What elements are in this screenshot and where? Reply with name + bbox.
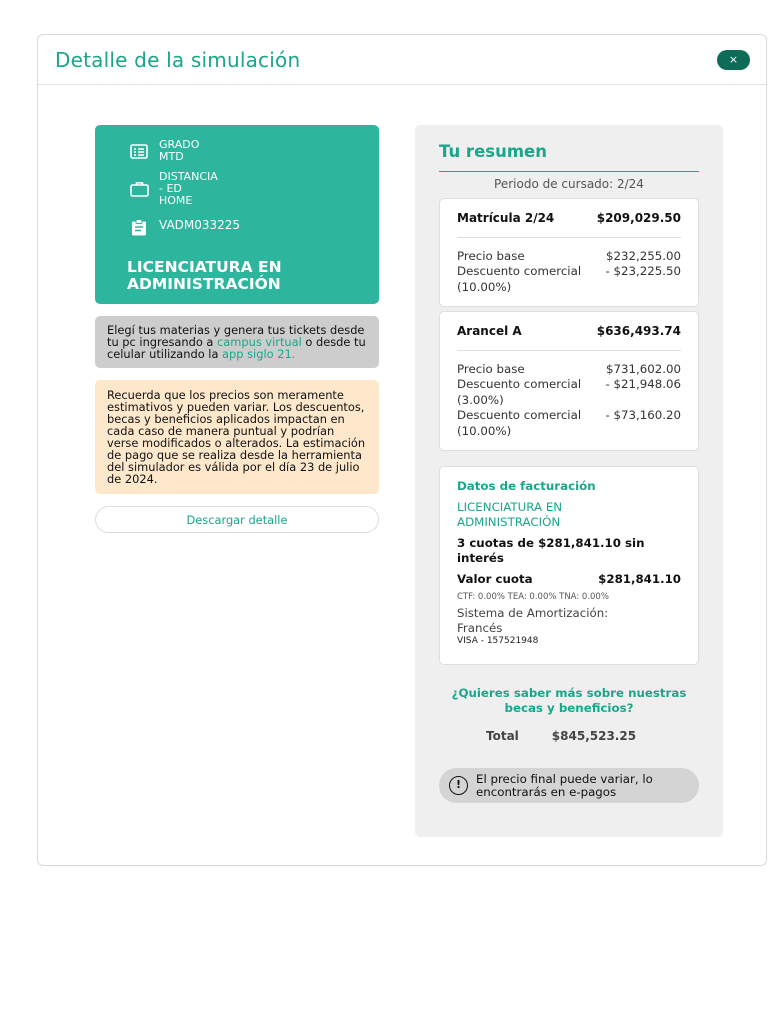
arancel-base-label: Precio base bbox=[457, 362, 525, 376]
matricula-amount: $209,029.50 bbox=[596, 211, 681, 225]
arancel-card bbox=[439, 311, 699, 451]
billing-fee-label: Valor cuota bbox=[457, 572, 533, 586]
matricula-card bbox=[439, 198, 699, 307]
price-disclaimer-text: Recuerda que los precios son meramente estimativos y pueden variar. Los descuentos, becas y beneficios aplicados impactan en cada caso de manera puntual y podrían verse modificados o alterados. La estimación de pago que se realiza desde la herramienta del simulador es válida por el día 23 de julio de 2024. bbox=[107, 388, 366, 486]
app-siglo21-link[interactable]: app siglo 21. bbox=[222, 347, 296, 361]
list-icon bbox=[129, 143, 149, 159]
modal-title: Detalle de la simulación bbox=[55, 48, 301, 72]
billing-title: Datos de facturación bbox=[457, 479, 596, 493]
download-detail-button[interactable]: Descargar detalle bbox=[95, 506, 379, 533]
campus-info-box bbox=[95, 316, 379, 368]
program-level: GRADO MTD bbox=[159, 138, 200, 163]
final-price-notice-text: El precio final puede variar, lo encontrarás en e-pagos bbox=[476, 772, 653, 799]
clipboard-icon bbox=[129, 219, 149, 235]
arancel-discount1-label: Descuento comercial (3.00%) bbox=[457, 377, 582, 407]
matricula-discount-label: Descuento comercial (10.00%) bbox=[457, 264, 582, 294]
final-price-notice bbox=[439, 768, 699, 803]
matricula-body bbox=[457, 238, 681, 295]
matricula-base-value: $232,255.00 bbox=[605, 249, 681, 263]
price-disclaimer-box bbox=[95, 380, 379, 494]
left-column bbox=[95, 125, 379, 533]
matricula-header bbox=[457, 199, 681, 238]
summary-divider bbox=[439, 171, 699, 172]
alert-circle-icon: ! bbox=[449, 776, 468, 795]
campus-virtual-link[interactable]: campus virtual bbox=[217, 335, 302, 349]
billing-card bbox=[439, 466, 699, 665]
arancel-discount2-row bbox=[457, 408, 681, 439]
total-value: $845,523.25 bbox=[551, 729, 637, 743]
billing-amortization-system: Sistema de Amortización: Francés bbox=[457, 606, 609, 635]
matricula-base-label: Precio base bbox=[457, 249, 525, 263]
arancel-discount2-label: Descuento comercial (10.00%) bbox=[457, 408, 582, 438]
billing-card-number: VISA - 157521948 bbox=[457, 636, 539, 646]
modal-header bbox=[38, 35, 766, 85]
program-code-row bbox=[129, 219, 240, 235]
program-title: LICENCIATURA EN ADMINISTRACIÓN bbox=[127, 258, 282, 293]
billing-fee-value: $281,841.10 bbox=[598, 572, 681, 586]
program-modality: DISTANCIA - ED HOME bbox=[159, 170, 218, 207]
arancel-discount1-row bbox=[457, 377, 681, 408]
billing-program: LICENCIATURA EN ADMINISTRACIÓN bbox=[457, 500, 563, 529]
summary-panel bbox=[415, 125, 723, 837]
total-row bbox=[486, 729, 636, 743]
close-button[interactable]: × bbox=[717, 50, 750, 70]
billing-installments: 3 cuotas de $281,841.10 sin interés bbox=[457, 536, 645, 565]
program-code: VADM033225 bbox=[159, 218, 241, 232]
campus-info-text-2: o desde tu celular utilizando la bbox=[107, 335, 366, 361]
campus-info-text: Elegí tus materias y genera tus tickets desde tu pc ingresando a bbox=[107, 323, 365, 349]
program-card bbox=[95, 125, 379, 304]
summary-title: Tu resumen bbox=[439, 142, 547, 161]
scholarships-link-text: ¿Quieres saber más sobre nuestras becas y beneficios? bbox=[451, 686, 687, 715]
arancel-base-value: $731,602.00 bbox=[605, 362, 681, 376]
matricula-discount-row bbox=[457, 264, 681, 295]
billing-fee-row bbox=[457, 572, 681, 586]
period-text: Periodo de cursado: 2/24 bbox=[494, 177, 644, 191]
arancel-header bbox=[457, 312, 681, 351]
arancel-body bbox=[457, 351, 681, 439]
scholarships-link[interactable] bbox=[415, 686, 723, 716]
arancel-amount: $636,493.74 bbox=[596, 324, 681, 338]
total-label: Total bbox=[486, 729, 519, 743]
briefcase-icon bbox=[129, 181, 149, 197]
matricula-base-row bbox=[457, 249, 681, 264]
program-modality-row bbox=[129, 171, 218, 207]
matricula-discount-value: - $23,225.50 bbox=[605, 264, 681, 279]
billing-rates: CTF: 0.00% TEA: 0.00% TNA: 0.00% bbox=[457, 592, 609, 602]
arancel-label: Arancel A bbox=[457, 324, 522, 338]
program-level-row bbox=[129, 139, 199, 163]
arancel-discount2-value: - $73,160.20 bbox=[605, 408, 681, 423]
arancel-base-row bbox=[457, 362, 681, 377]
simulation-detail-modal bbox=[37, 34, 767, 866]
arancel-discount1-value: - $21,948.06 bbox=[605, 377, 681, 392]
matricula-label: Matrícula 2/24 bbox=[457, 211, 555, 225]
